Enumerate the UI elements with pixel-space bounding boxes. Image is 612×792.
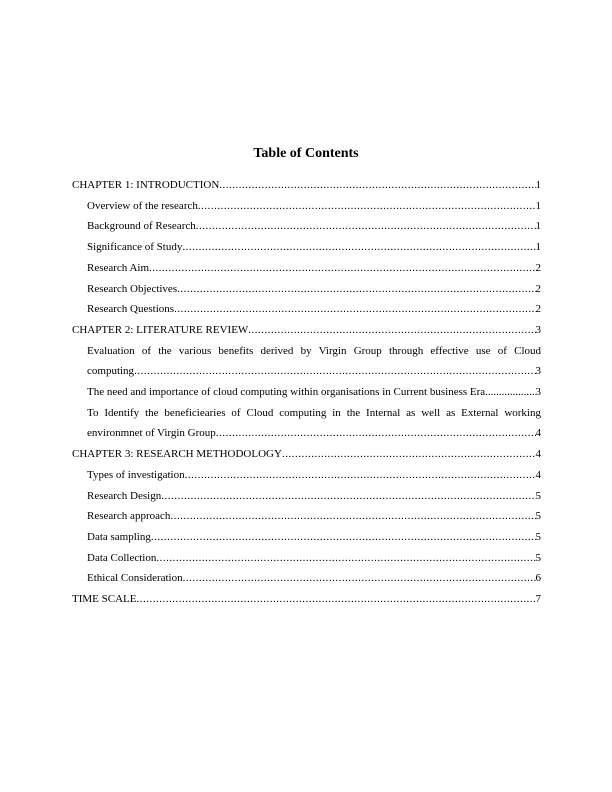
toc-entry-chapter-3[interactable]	[72, 444, 541, 465]
dot-leader	[282, 444, 536, 465]
toc-entry-text: Background of Research	[87, 220, 196, 233]
toc-entry-research-approach[interactable]	[72, 506, 541, 527]
toc-entry-ethical-consideration[interactable]	[72, 568, 541, 589]
toc-entry-text-line2: environmnet of Virgin Group	[87, 427, 216, 440]
toc-entry-chapter-1[interactable]	[72, 175, 541, 196]
toc-entry-significance[interactable]	[72, 237, 541, 258]
toc-entry-background[interactable]	[72, 216, 541, 237]
toc-entry-types-of-investigation[interactable]	[72, 465, 541, 486]
toc-page-number: 4	[535, 448, 541, 461]
dot-leader	[248, 320, 535, 341]
toc-page-number: 3	[535, 386, 541, 399]
toc-entry-text: TIME SCALE	[72, 593, 137, 606]
toc-entry-text: Types of investigation	[87, 468, 185, 481]
toc-entry-text: CHAPTER 3: RESEARCH METHODOLOGY	[72, 448, 282, 461]
toc-page-number: 5	[535, 551, 541, 564]
toc-entry-beneficiaries[interactable]	[72, 403, 541, 444]
dot-leader	[156, 548, 535, 569]
toc-page-number: 4	[535, 427, 541, 440]
dot-leader	[136, 589, 535, 610]
toc-page-number: 5	[535, 530, 541, 543]
dot-leader	[485, 382, 535, 403]
dot-leader	[183, 568, 536, 589]
toc-entry-text: Research Design	[87, 489, 162, 502]
dot-leader	[134, 361, 535, 382]
toc-page-number: 3	[535, 323, 541, 336]
toc-page-number: 2	[535, 303, 541, 316]
toc-entry-research-objectives[interactable]	[72, 279, 541, 300]
toc-entry-chapter-2[interactable]	[72, 320, 541, 341]
dot-leader	[177, 279, 535, 300]
toc-entry-time-scale[interactable]	[72, 589, 541, 610]
dot-leader	[185, 465, 536, 486]
toc-entry-text-line2: computing	[87, 365, 135, 378]
toc-page-number: 5	[535, 510, 541, 523]
toc-entry-text: Research approach	[87, 510, 171, 523]
dot-leader	[149, 258, 535, 279]
toc-entry-text: Data Collection	[87, 551, 157, 564]
toc-page-number: 1	[535, 220, 541, 233]
dot-leader	[219, 175, 535, 196]
toc-entry-overview[interactable]	[72, 196, 541, 217]
toc-entry-research-questions[interactable]	[72, 299, 541, 320]
dot-leader	[198, 196, 536, 217]
toc-entry-text: Data sampling	[87, 530, 151, 543]
toc-entry-research-aim[interactable]	[72, 258, 541, 279]
toc-page-number: 1	[535, 241, 541, 254]
dot-leader	[151, 527, 536, 548]
table-of-contents	[72, 175, 541, 610]
dot-leader	[182, 237, 535, 258]
toc-entry-need-importance[interactable]	[72, 382, 541, 403]
dot-leader	[174, 299, 535, 320]
toc-entry-evaluation-benefits[interactable]	[72, 341, 541, 382]
toc-page-number: 3	[535, 365, 541, 378]
toc-page-number: 1	[535, 199, 541, 212]
dot-leader	[170, 506, 535, 527]
toc-page-number: 2	[535, 261, 541, 274]
toc-entry-text-line1: Evaluation of the various benefits derived by Virgin Group through effective use of Cloud	[87, 344, 541, 357]
toc-entry-text: CHAPTER 1: INTRODUCTION	[72, 179, 220, 191]
dot-leader	[216, 423, 536, 444]
toc-entry-text: Ethical Consideration	[87, 572, 183, 585]
toc-page-number: 2	[535, 282, 541, 295]
toc-entry-research-design[interactable]	[72, 486, 541, 507]
toc-entry-data-sampling[interactable]	[72, 527, 541, 548]
toc-entry-text: Research Objectives	[87, 282, 178, 295]
toc-entry-text: Research Aim	[87, 261, 150, 274]
toc-entry-text: The need and importance of cloud computing within organisations in Current business Era	[87, 386, 486, 399]
toc-entry-data-collection[interactable]	[72, 548, 541, 569]
toc-page-number: 6	[535, 572, 541, 585]
toc-title: Table of Contents	[253, 146, 359, 161]
toc-page-number: 7	[535, 593, 541, 606]
toc-entry-text: Research Questions	[87, 303, 175, 316]
toc-page-number: 5	[535, 489, 541, 502]
dot-leader	[161, 486, 535, 507]
toc-entry-text: Overview of the research	[87, 199, 198, 212]
toc-entry-text: CHAPTER 2: LITERATURE REVIEW	[72, 323, 249, 336]
toc-page-number: 4	[535, 468, 541, 481]
toc-entry-text: Significance of Study	[87, 241, 183, 254]
dot-leader	[196, 216, 536, 237]
toc-entry-text-line1: To Identify the beneficiearies of Cloud computing in the Internal as well as External working	[87, 406, 541, 419]
toc-page-number: 1	[535, 179, 541, 191]
